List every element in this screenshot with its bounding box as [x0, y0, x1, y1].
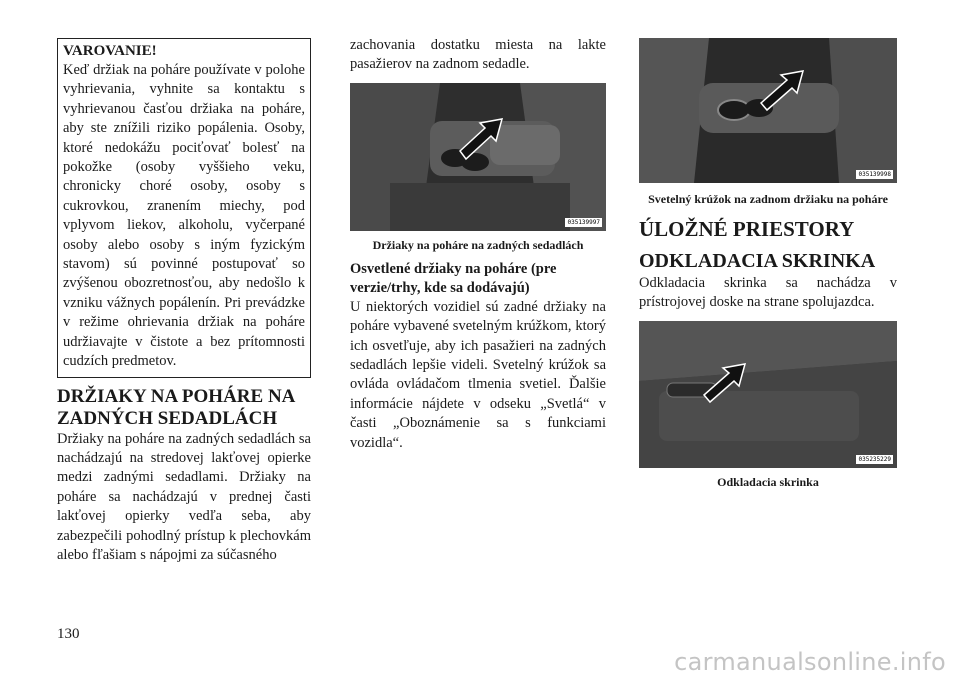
- page-number: 130: [57, 626, 80, 642]
- section-heading-illuminated-cupholders: Osvetlené držiaky na poháre (pre verzie/trhy, kde sa dodávajú): [350, 260, 557, 296]
- figure-code: 035139997: [567, 218, 600, 226]
- warning-box: [57, 38, 311, 378]
- figure-code: 035235229: [858, 455, 891, 463]
- column-left: [57, 38, 311, 565]
- figure-caption-light-ring: Svetelný krúžok na zadnom držiaku na poháre: [648, 192, 888, 206]
- column-middle: [350, 36, 606, 453]
- section-subheading-glovebox: ODKLADACIA SKRINKA: [639, 250, 876, 272]
- figure-code: 035139998: [858, 171, 891, 178]
- warning-text: Keď držiak na poháre používate v polohe vyhrievania, vyhnite sa kontaktu s vyhrievanou časťou držiaka na poháre, aby ste znížili riziko popálenia. Osoby, ktoré nedokážu pociťovať bolesť na pokožke (osoby vyššieho veku, chronicky choré osoby, osoby s cukrovkou, zranením miechy, pod vplyvom liekov, alkoholu, vyčerpané osoby alebo osoby s iným fyzickým stavom) sú povinné postupovať so zvýšenou obozretnosťou, aby nedošlo k vzniku vážnych popálenín. Pri prevádzke v režime ohrievania držiak na poháre udržiavajte v čistote a bez prítomnosti cudzích predmetov.: [63, 62, 305, 370]
- figure-glovebox-photo: [639, 321, 897, 468]
- watermark: carmanualsonline.info: [674, 648, 946, 676]
- figure-caption-rear-cupholders: Držiaky na poháre na zadných sedadlách: [372, 237, 584, 252]
- section-text-glovebox: Odkladacia skrinka sa nachádza v prístrojovej doske na strane spolujazdca.: [639, 275, 897, 311]
- section-heading-storage: ÚLOŽNÉ PRIESTORY: [639, 217, 855, 241]
- figure-caption-glovebox: Odkladacia skrinka: [717, 474, 819, 489]
- warning-title: VAROVANIE!: [63, 43, 157, 59]
- section-text-illuminated-cupholders: U niektorých vozidiel sú zadné držiaky na poháre vybavené svetelným krúžkom, ktorý ich osvetľuje, aby ich pasažieri na zadných sedadlách lepšie videli. Svetelný krúžok sa ovláda ovládačom tlmenia svetiel. Ďalšie informácie nájdete v odseku „Svetlá“ v časti „Oboznámenie sa s funkciami vozidla“.: [350, 298, 606, 451]
- figure-light-ring-photo: [639, 38, 897, 183]
- section-text-rear-cupholders: Držiaky na poháre na zadných sedadlách sa nachádzajú na stredovej lakťovej opierke medzi zadnými sedadlami. Držiaky na poháre sa nachádzajú v prednej časti lakťovej opierky vedľa seba, aby zabezpečili pohodlný prístup k plechovkám alebo fľašiam s nápojmi za súčasného: [57, 430, 311, 563]
- section-text-rear-cupholders-continued: zachovania dostatku miesta na lakte pasažierov na zadnom sedadle.: [350, 37, 606, 73]
- column-right: [639, 38, 897, 490]
- figure-rear-cupholders-photo: [350, 83, 606, 231]
- section-heading-rear-cupholders: DRŽIAKY NA POHÁRE NA ZADNÝCH SEDADLÁCH: [57, 385, 295, 429]
